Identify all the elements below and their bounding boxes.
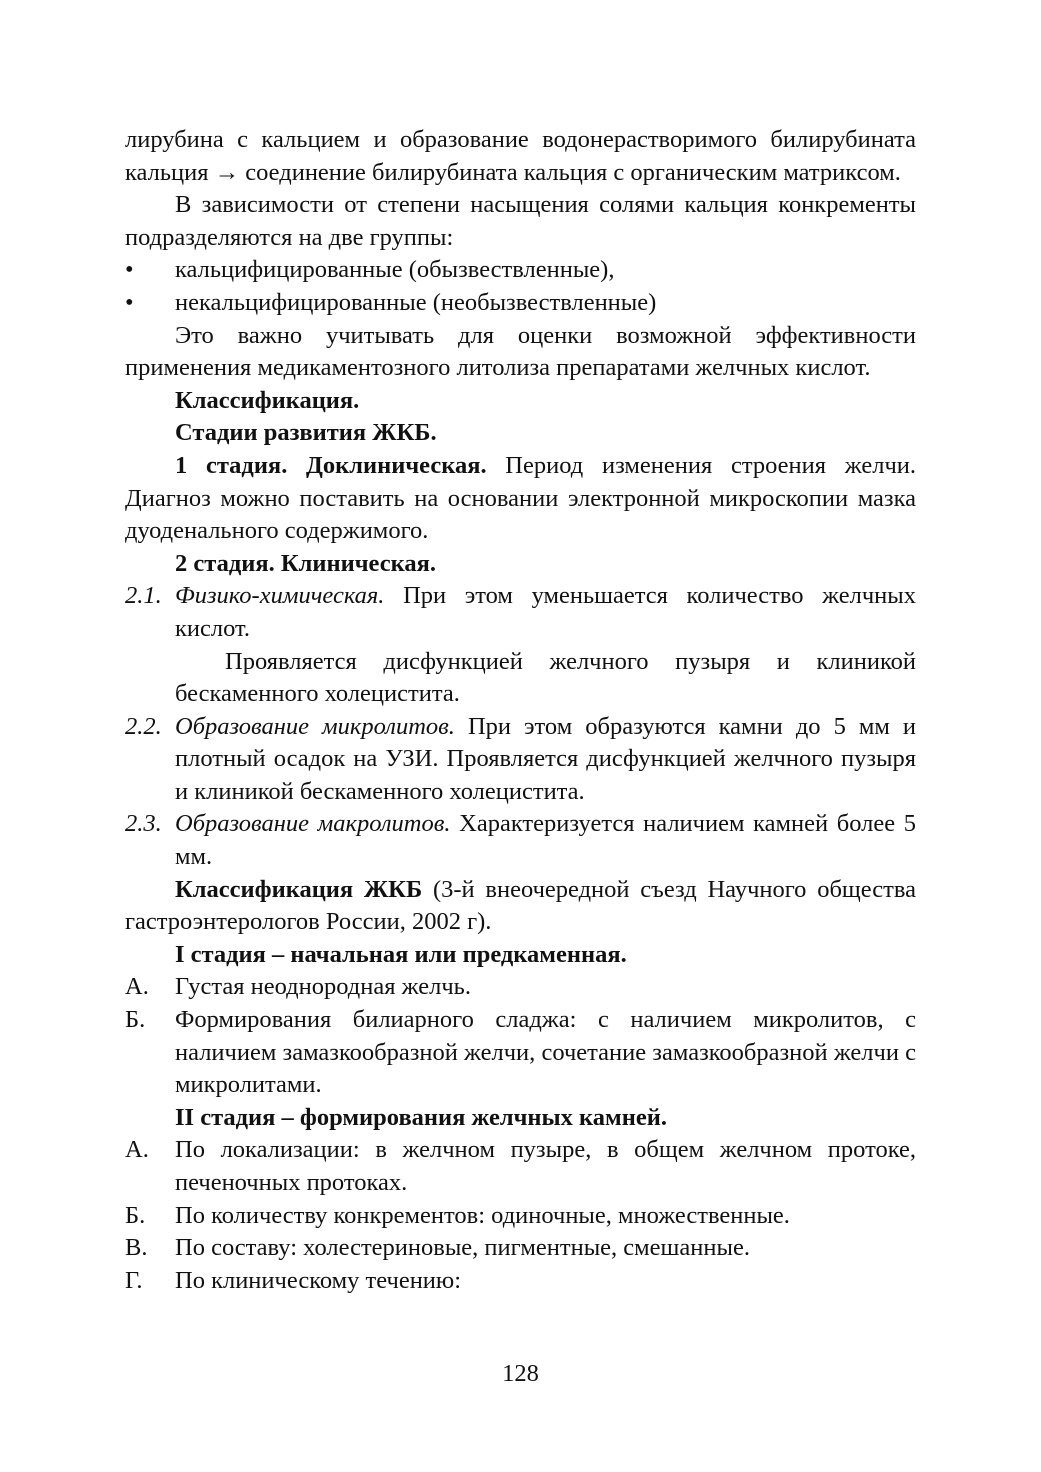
paragraph-intro-continuation: лирубина с кальцием и образование водонерастворимого билирубината кальция → соединение билирубината кальция с органическим матриксом.: [125, 126, 916, 186]
list-marker: В.: [125, 1234, 148, 1262]
list-item: [125, 1232, 916, 1265]
list-text: Густая неоднородная желчь.: [175, 973, 471, 1001]
bullet-item: [125, 287, 916, 320]
bullet-text: кальцифицированные (обызвествленные),: [175, 256, 615, 284]
item-number: 2.1.: [125, 582, 162, 610]
bullet-item: [125, 254, 916, 287]
paragraph-gkb-classification: [125, 874, 916, 939]
list-item: [125, 1004, 916, 1102]
item-description: При этом образуются камни до 5 мм и плотный осадок на УЗИ. Проявляется дисфункцией желчного пузыря и клиникой бескаменного холецистита.: [175, 712, 916, 805]
stage2-item: [125, 580, 916, 645]
list-marker: Б.: [125, 1201, 146, 1229]
heading-stages: Стадии развития ЖКБ.: [175, 419, 437, 447]
list-text: По локализации: в желчном пузыре, в общем желчном протоке, печеночных протоках.: [175, 1136, 916, 1196]
heading-stage2: 2 стадия. Клиническая.: [175, 549, 436, 577]
list-item: [125, 971, 916, 1004]
heading-stage-I: I стадия – начальная или предкаменная.: [175, 940, 627, 968]
item-text: [175, 808, 916, 873]
item-description: При этом уменьшается количество желчных кислот.: [175, 582, 916, 642]
list-text: По клиническому течению:: [175, 1266, 462, 1294]
item-number: 2.3.: [125, 810, 162, 838]
page-number: 128: [502, 1360, 539, 1387]
list-item: [125, 1134, 916, 1199]
item-text: [175, 580, 916, 645]
item-number: 2.2.: [125, 712, 162, 740]
heading-classification: Классификация.: [175, 386, 360, 414]
stage2-item: [125, 808, 916, 873]
bullet-text: некальцифицированные (необызвествленные): [175, 288, 657, 316]
stage2-item: [125, 711, 916, 809]
list-marker: А.: [125, 1136, 149, 1164]
list-marker: А.: [125, 973, 149, 1001]
paragraph-stage1: [125, 450, 916, 548]
list-text: Формирования билиарного сладжа: с наличием микролитов, с наличием замазкообразной желчи, сочетание замазкообразной желчи с микролитами.: [175, 1006, 916, 1099]
bullet-marker: •: [125, 256, 134, 284]
stage1-title: 1 стадия. Доклиническая.: [175, 451, 487, 479]
stage1-text: Период изменения строения желчи. Диагноз можно поставить на основании электронной микроскопии мазка дуоденального содержимого.: [125, 451, 917, 545]
item-label: Образование макролитов.: [175, 810, 451, 838]
page-body: [125, 124, 916, 1297]
stage2-item-continuation: Проявляется дисфункцией желчного пузыря и клиникой бескаменного холецистита.: [175, 647, 916, 708]
paragraph-litholysis: Это важно учитывать для оценки возможной эффективности применения медикаментозного литолиза препаратами желчных кислот.: [125, 321, 916, 382]
gkb-classification-source: (3-й внеочередной съезд Научного общества гастроэнтерологов России, 2002 г).: [125, 875, 916, 936]
list-text: По составу: холестериновые, пигментные, смешанные.: [175, 1234, 750, 1262]
paragraph-calcium-groups: В зависимости от степени насыщения солями кальция конкременты подразделяются на две группы:: [125, 191, 916, 251]
item-description: Характеризуется наличием камней более 5 мм.: [175, 810, 916, 871]
item-label: Физико-химическая.: [175, 582, 385, 610]
list-marker: Г.: [125, 1266, 143, 1294]
list-item: [125, 1200, 916, 1233]
list-item: [125, 1265, 916, 1298]
item-label: Образование микролитов.: [175, 712, 455, 740]
heading-stage-II: II стадия – формирования желчных камней.: [175, 1103, 667, 1131]
list-text: По количеству конкрементов: одиночные, множественные.: [175, 1201, 790, 1229]
gkb-classification-title: Классификация ЖКБ: [175, 875, 423, 903]
bullet-marker: •: [125, 288, 134, 316]
item-text: [175, 711, 916, 809]
list-marker: Б.: [125, 1006, 146, 1034]
